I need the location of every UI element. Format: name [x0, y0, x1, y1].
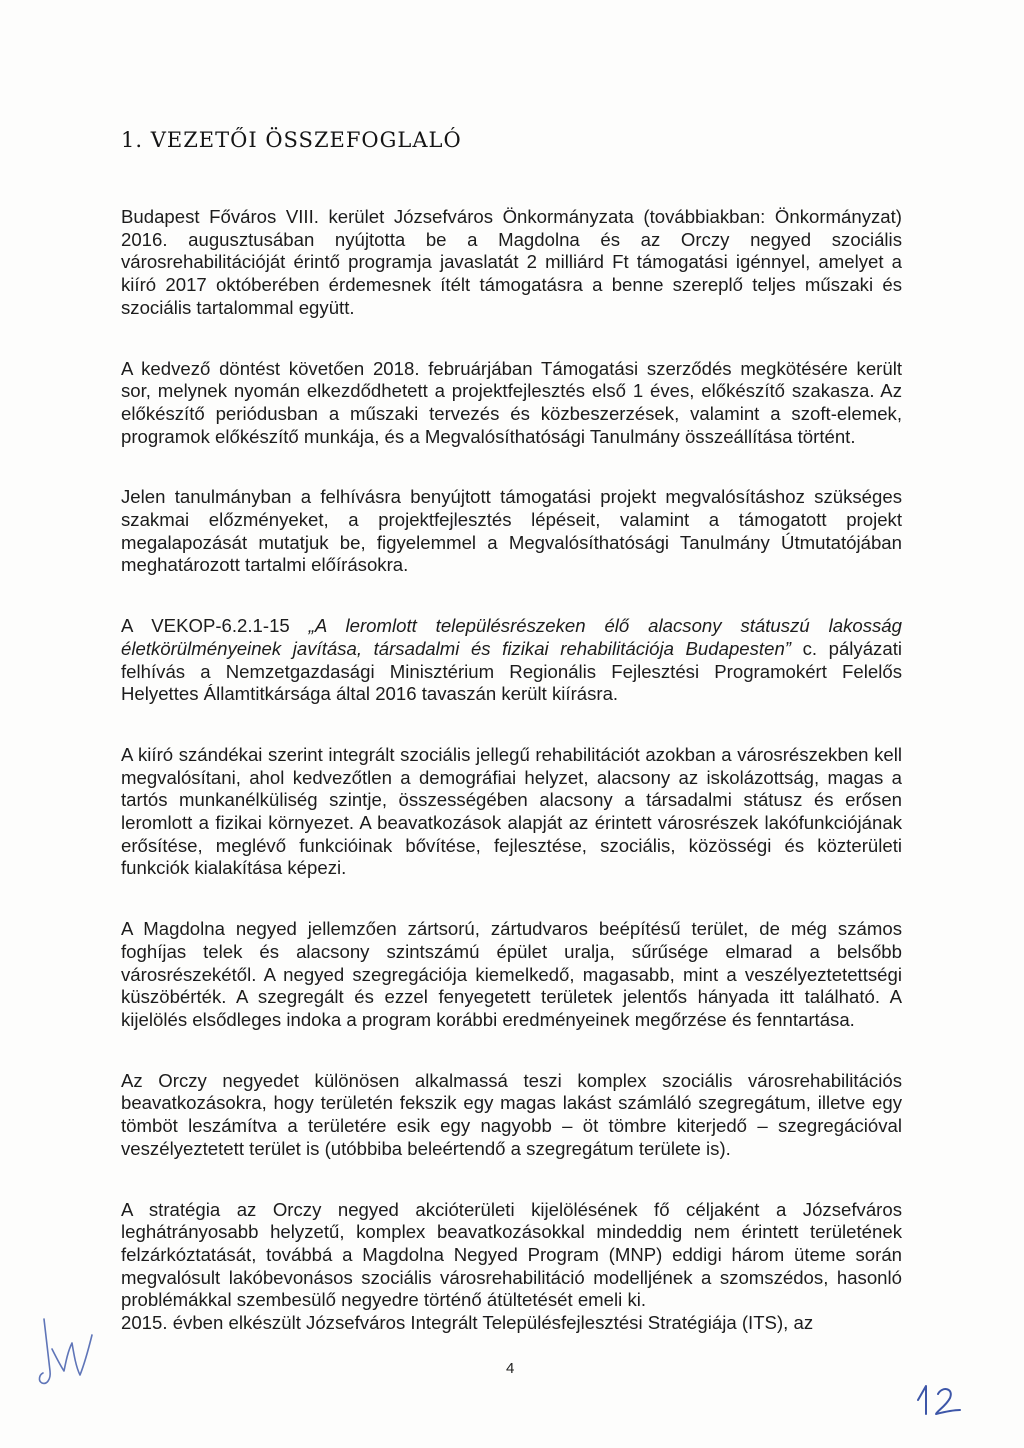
- paragraph-magdolna: A Magdolna negyed jellemzően zártsorú, zártudvaros beépítésű terület, de még számos foghíjas telek és alacsony szintszámú épület uralja, sűrűsége elmarad a belsőbb városrészekétől. A negyed szegregációja kiemelkedő, magasabb, mint a veszélyeztetettségi küszöbérték. A szegregált és ezzel fenyegetett területek jelentős hányada itt található. A kijelölés elsődleges indoka a program korábbi eredményeinek megőrzése és fenntartása.: [121, 918, 902, 1030]
- body-text: [121, 206, 902, 1335]
- vekop-lead: A VEKOP-6.2.1-15: [121, 615, 309, 637]
- vekop-tail: c. pályázati felhívás a Nemzetgazdasági Minisztérium Regionális Fejlesztési Programokért Felelős Helyettes Államtitkársága által 2016 tavaszán került kiírásra.: [121, 637, 902, 705]
- paragraph-orczy: Az Orczy negyedet különösen alkalmassá teszi komplex szociális városrehabilitációs beavatkozásokra, hogy területén fekszik egy magas lakást számláló szegregátum, illetve egy tömböt leszámítva a területére esik egy nagyobb – öt tömbre kiterjedő – szegregációval veszélyeztetett terület is (utóbbiba beleértendő a szegregátum területe is).: [121, 1069, 902, 1159]
- page-number: 4: [506, 1360, 515, 1377]
- paragraph-its: 2015. évben elkészült Józsefváros Integrált Településfejlesztési Stratégiája (ITS), az: [121, 1312, 814, 1334]
- paragraph-vekop: [121, 615, 902, 706]
- paragraph-strategy: A stratégia az Orczy negyed akcióterületi kijelölésének fő céljaként a Józsefváros leghátrányosabb helyzetű, komplex beavatkozásokkal mindeddig nem érintett területének felzárkóztatását, továbbá a Magdolna Negyed Program (MNP) eddigi három üteme során megvalósult lakóbevonásos szociális városrehabilitáció modelljének a szomszédos, hasonló problémákkal szembesülő negyedre történő átültetését emeli ki.: [121, 1198, 902, 1311]
- paragraph-intro: Budapest Főváros VIII. kerület Józsefváros Önkormányzata (továbbiakban: Önkormányzat) 2016. augusztusában nyújtotta be a Magdolna és az Orczy negyed szociális városrehabilitációját érintő programja javaslatát 2 milliárd Ft támogatási igénnyel, amelyet a kiíró 2017 októberében érdemesnek ítélt támogatásra a benne szereplő teljes műszaki és szociális tartalommal együtt.: [121, 206, 902, 318]
- section-heading: 1. VEZETŐI ÖSSZEFOGLALÓ: [121, 128, 462, 152]
- vekop-call-title: „A leromlott településrészeken élő alacsony státuszú lakosság életkörülményeinek javítása, társadalmi és fizikai rehabilitációja Budapesten”: [121, 615, 902, 659]
- handwritten-folio-number-icon: [912, 1380, 972, 1420]
- handwritten-initials-icon: [30, 1305, 100, 1395]
- paragraph-decision: A kedvező döntést követően 2018. februárjában Támogatási szerződés megkötésére került sor, melynek nyomán elkezdődhetett a projektfejlesztés első 1 éves, előkészítő szakasza. Az előkészítő periódusban a műszaki tervezés és közbeszerzések, valamint a szoft-elemek, programok előkészítő munkája, és a Megvalósíthatósági Tanulmány összeállítása történt.: [121, 357, 902, 447]
- paragraph-intent: A kiíró szándékai szerint integrált szociális jellegű rehabilitációt azokban a városrészekben kell megvalósítani, ahol kedvezőtlen a demográfiai helyzet, alacsony az iskolázottság, magas a tartós munkanélküliség szintje, összességében alacsony a társadalmi státusz és erősen leromlott a fizikai környezet. A beavatkozások alapját az érintett városrészek lakófunkciójának erősítése, meglévő funkcióinak bővítése, fejlesztése, szociális, közösségi és közterületi funkciók kialakítása képezi.: [121, 743, 902, 879]
- paragraph-study: Jelen tanulmányban a felhívásra benyújtott támogatási projekt megvalósításhoz szükséges szakmai előzményeket, a projektfejlesztés lépéseit, valamint a támogatott projekt megalapozását mutatjuk be, figyelemmel a Megvalósíthatósági Tanulmány Útmutatójában meghatározott tartalmi előírásokra.: [121, 486, 902, 576]
